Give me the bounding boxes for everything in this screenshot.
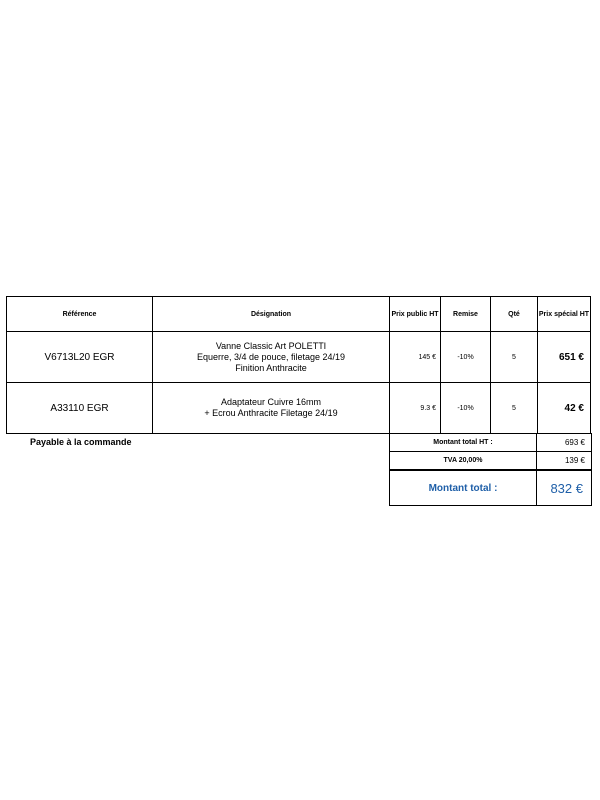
cell-qte: 5 xyxy=(491,383,538,434)
cell-remise: -10% xyxy=(441,332,491,383)
designation-line: Equerre, 3/4 de pouce, filetage 24/19 xyxy=(196,351,346,362)
payment-terms: Payable à la commande xyxy=(30,437,132,447)
grand-total-label: Montant total : xyxy=(390,470,537,506)
designation-line: + Ecrou Anthracite Filetage 24/19 xyxy=(204,408,338,418)
cell-qte: 5 xyxy=(491,332,538,383)
header-reference: Référence xyxy=(7,297,153,332)
header-qte: Qté xyxy=(491,297,538,332)
designation-line: Adaptateur Cuivre 16mm xyxy=(220,397,322,407)
header-prix-public: Prix public HT xyxy=(390,297,441,332)
grand-total-value: 832 € xyxy=(537,470,592,506)
cell-designation xyxy=(153,383,390,434)
tva-label: TVA 20,00% xyxy=(390,452,537,471)
total-ht-row xyxy=(390,434,592,452)
total-ht-value: 693 € xyxy=(537,434,592,452)
table-row xyxy=(7,332,591,383)
designation-line: Vanne Classic Art POLETTI xyxy=(215,340,327,351)
cell-prix-public: 9.3 € xyxy=(390,383,441,434)
header-remise: Remise xyxy=(441,297,491,332)
cell-reference: A33110 EGR xyxy=(7,383,153,434)
cell-prix-special: 651 € xyxy=(538,332,591,383)
invoice-block xyxy=(6,296,592,496)
grand-total-row xyxy=(390,470,592,506)
header-prix-special: Prix spécial HT xyxy=(538,297,591,332)
designation-line: Finition Anthracite xyxy=(235,362,307,373)
table-header-row xyxy=(7,297,591,332)
tva-row xyxy=(390,452,592,471)
table-row xyxy=(7,383,591,434)
header-designation: Désignation xyxy=(153,297,390,332)
cell-prix-public: 145 € xyxy=(390,332,441,383)
cell-prix-special: 42 € xyxy=(538,383,591,434)
cell-reference: V6713L20 EGR xyxy=(7,332,153,383)
total-ht-label: Montant total HT : xyxy=(390,434,537,452)
tva-value: 139 € xyxy=(537,452,592,471)
totals-table xyxy=(389,433,592,506)
items-table xyxy=(6,296,591,434)
cell-remise: -10% xyxy=(441,383,491,434)
cell-designation xyxy=(153,332,390,383)
